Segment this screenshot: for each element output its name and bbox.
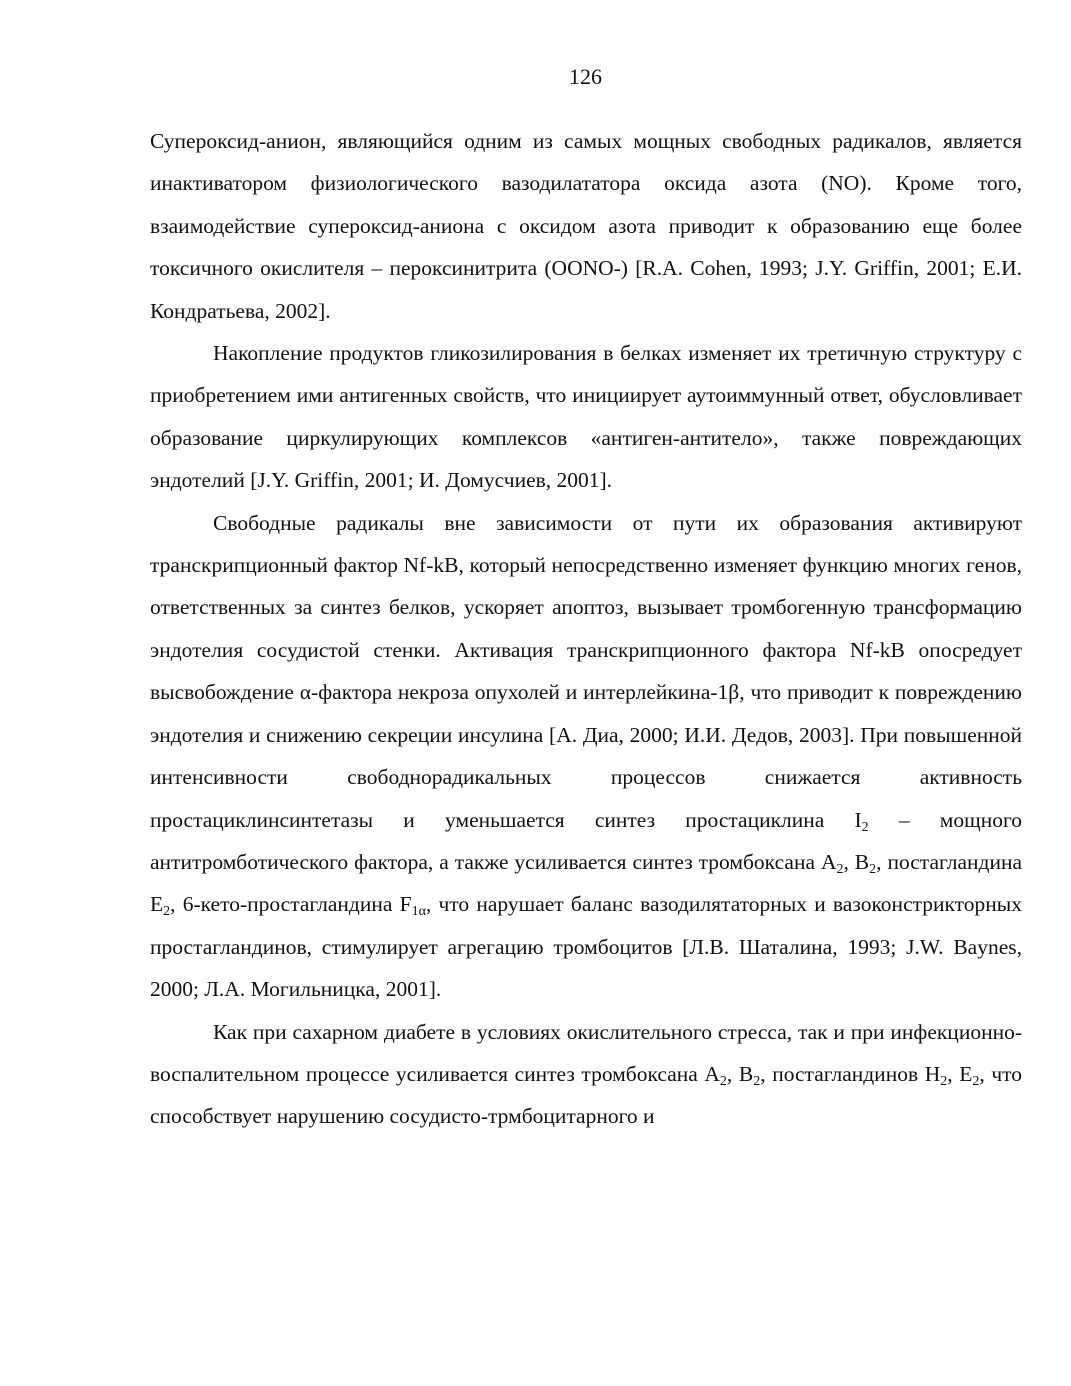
paragraph-4 [150, 1011, 1022, 1138]
text-run: – мощного антитромботического фактора, а также усиливается синтез тромбоксана A [150, 807, 1023, 874]
text-run: Супероксид-анион, являющийся одним из самых мощных свободных радикалов, является инактиватором физиологического вазодилататора оксида азота (NO). Кроме того, взаимодействие супероксид-аниона с оксидом азота приводит к образованию еще более токсичного окислителя – пероксинитрита (OONO-) [R.A. Cohen, 1993; J.Y. Griffin, 2001; Е.И. Кондратьева, 2002]. [150, 129, 1022, 323]
text-run: , 6-кето-простагландина F [170, 892, 412, 917]
text-run: , B [726, 1061, 754, 1086]
text-run: , E [947, 1061, 973, 1086]
paragraph-2 [150, 332, 1022, 502]
text-run: , что нарушает баланс вазодилятаторных и вазоконстрикторных простагландинов, стимулирует агрегацию тромбоцитов [Л.В. Шаталина, 1993; J.W. Baynes, 2000; Л.А. Могильницка, 2001]. [150, 892, 1022, 1002]
text-run: , постагландина E [150, 849, 1022, 917]
page-number: 126 [569, 64, 602, 89]
subscript: 2 [163, 904, 171, 920]
subscript: 1α [411, 904, 426, 920]
text-run: Как при сахарном диабете в условиях окислительного стресса, так и при инфекционно-воспалительном процессе усиливается синтез тромбоксана A [150, 1019, 1022, 1086]
text-run: Свободные радикалы вне зависимости от пути их образования активируют транскрипционный фактор Nf-kB, который непосредственно изменяет функцию многих генов, ответственных за синтез белков, ускоряет апоптоз, вызывает тромбогенную трансформацию эндотелия сосудистой стенки. Активация транскрипционного фактора Nf-kB опосредует высвобождение α-фактора некроза опухолей и интерлейкина-1β, что приводит к повреждению эндотелия и снижению секреции инсулина [А. Диа, 2000; И.И. Дедов, 2003]. При повышенной интенсивности свободнорадикальных процессов снижается активность простациклинсинтетазы и уменьшается синтез простациклина I [150, 510, 1022, 832]
subscript: 2 [836, 861, 844, 877]
text-run: Накопление продуктов гликозилирования в белках изменяет их третичную структуру с приобретением ими антигенных свойств, что инициирует аутоиммунный ответ, обусловливает образование циркулирующих комплексов «антиген-антитело», также повреждающих эндотелий [J.Y. Griffin, 2001; И. Домусчиев, 2001]. [150, 341, 1022, 493]
paragraph-3 [150, 502, 1022, 1011]
subscript: 2 [869, 861, 877, 877]
page-body [150, 120, 1022, 1138]
text-run: , B [843, 849, 870, 874]
subscript: 2 [861, 819, 869, 835]
subscript: 2 [972, 1073, 980, 1089]
text-run: , что способствует нарушению сосудисто-трмбоцитарного и [150, 1061, 1022, 1129]
text-run: , постагландинов H [760, 1061, 941, 1086]
subscript: 2 [940, 1073, 948, 1089]
subscript: 2 [719, 1073, 727, 1089]
subscript: 2 [753, 1073, 761, 1089]
paragraph-1 [150, 120, 1022, 332]
